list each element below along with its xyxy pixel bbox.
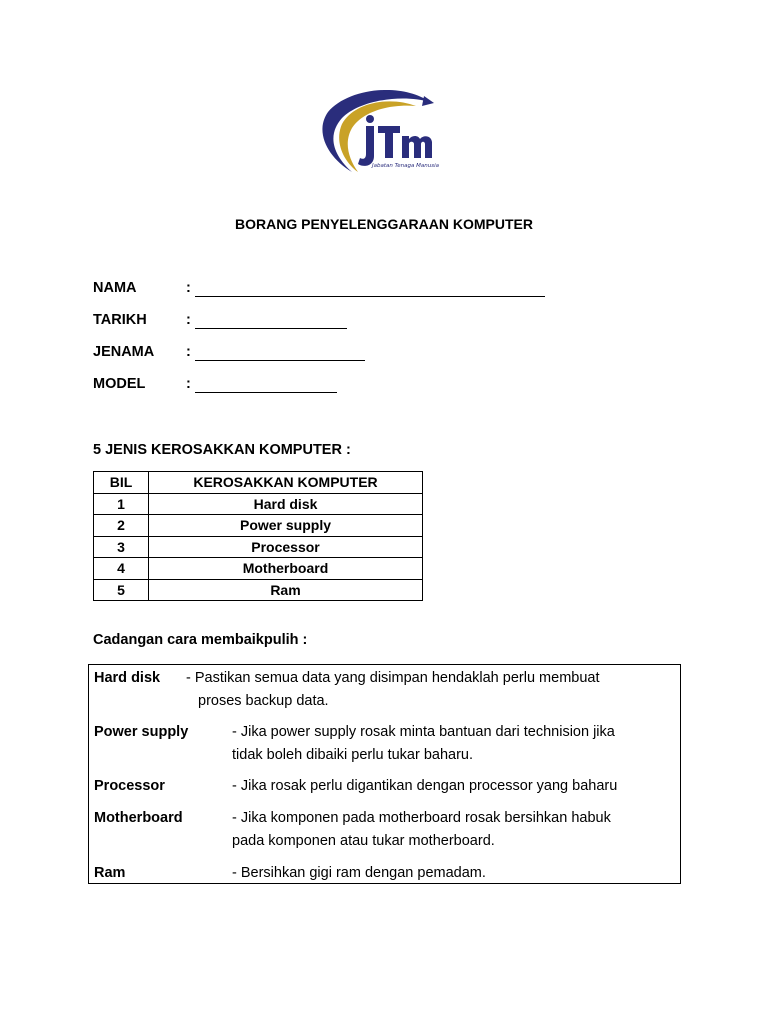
cell-bil: 1 <box>94 493 149 515</box>
logo-j-dot <box>366 115 374 123</box>
logo-letter-t <box>378 126 400 158</box>
field-colon: : <box>186 312 191 328</box>
repair-desc-line: tidak boleh dibaiki perlu tukar baharu. <box>232 746 474 763</box>
repair-desc-line: - Bersihkan gigi ram dengan pemadam. <box>232 865 486 881</box>
cell-item: Hard disk <box>149 493 423 515</box>
logo-navy-arrow-head <box>422 96 434 106</box>
table-header-row <box>94 472 423 494</box>
repair-desc-line: proses backup data. <box>198 692 329 709</box>
column-header-bil: BIL <box>94 472 149 494</box>
faults-table <box>93 471 423 601</box>
field-blank-line[interactable] <box>195 392 337 393</box>
table-row <box>94 579 423 601</box>
cell-bil: 2 <box>94 515 149 537</box>
cell-item: Ram <box>149 579 423 601</box>
field-colon: : <box>186 344 191 360</box>
repair-name: Power supply <box>94 724 189 740</box>
cell-bil: 3 <box>94 536 149 558</box>
field-blank-line[interactable] <box>195 328 347 329</box>
repair-desc-line: pada komponen atau tukar motherboard. <box>232 832 495 849</box>
field-label: JENAMA <box>93 344 155 360</box>
cell-item: Motherboard <box>149 558 423 580</box>
repair-desc-line: - Jika komponen pada motherboard rosak bersihkan habuk <box>232 810 611 826</box>
field-colon: : <box>186 280 191 296</box>
repair-name: Motherboard <box>94 810 183 826</box>
repair-desc-line: - Jika rosak perlu digantikan dengan processor yang baharu <box>232 778 618 794</box>
field-colon: : <box>186 376 191 392</box>
table-row <box>94 536 423 558</box>
repair-heading: Cadangan cara membaikpulih : <box>93 632 308 648</box>
column-header-kerosakkan: KEROSAKKAN KOMPUTER <box>149 472 423 494</box>
form-title: BORANG PENYELENGGARAAN KOMPUTER <box>235 216 533 232</box>
field-blank-line[interactable] <box>195 360 365 361</box>
table-row <box>94 558 423 580</box>
logo-letter-m <box>402 136 432 158</box>
repair-desc-line: - Jika power supply rosak minta bantuan dari technision jika <box>232 724 615 740</box>
repair-name: Hard disk <box>94 670 161 686</box>
cell-bil: 4 <box>94 558 149 580</box>
cell-item: Processor <box>149 536 423 558</box>
repair-name: Ram <box>94 865 126 881</box>
cell-item: Power supply <box>149 515 423 537</box>
repair-name: Processor <box>94 778 165 794</box>
logo-tagline: Jabatan Tenaga Manusia <box>372 163 439 169</box>
cell-bil: 5 <box>94 579 149 601</box>
logo-navy-swoosh <box>322 90 430 172</box>
field-label: MODEL <box>93 376 146 392</box>
jtm-logo <box>318 86 450 178</box>
field-blank-line[interactable] <box>195 296 545 297</box>
logo-letter-j <box>358 126 374 166</box>
faults-heading: 5 JENIS KEROSAKKAN KOMPUTER : <box>93 442 351 458</box>
field-label: NAMA <box>93 280 137 296</box>
repair-box <box>88 664 681 884</box>
repair-desc-line: - Pastikan semua data yang disimpan hendaklah perlu membuat <box>186 670 600 686</box>
table-row <box>94 515 423 537</box>
field-label: TARIKH <box>93 312 147 328</box>
table-row <box>94 493 423 515</box>
